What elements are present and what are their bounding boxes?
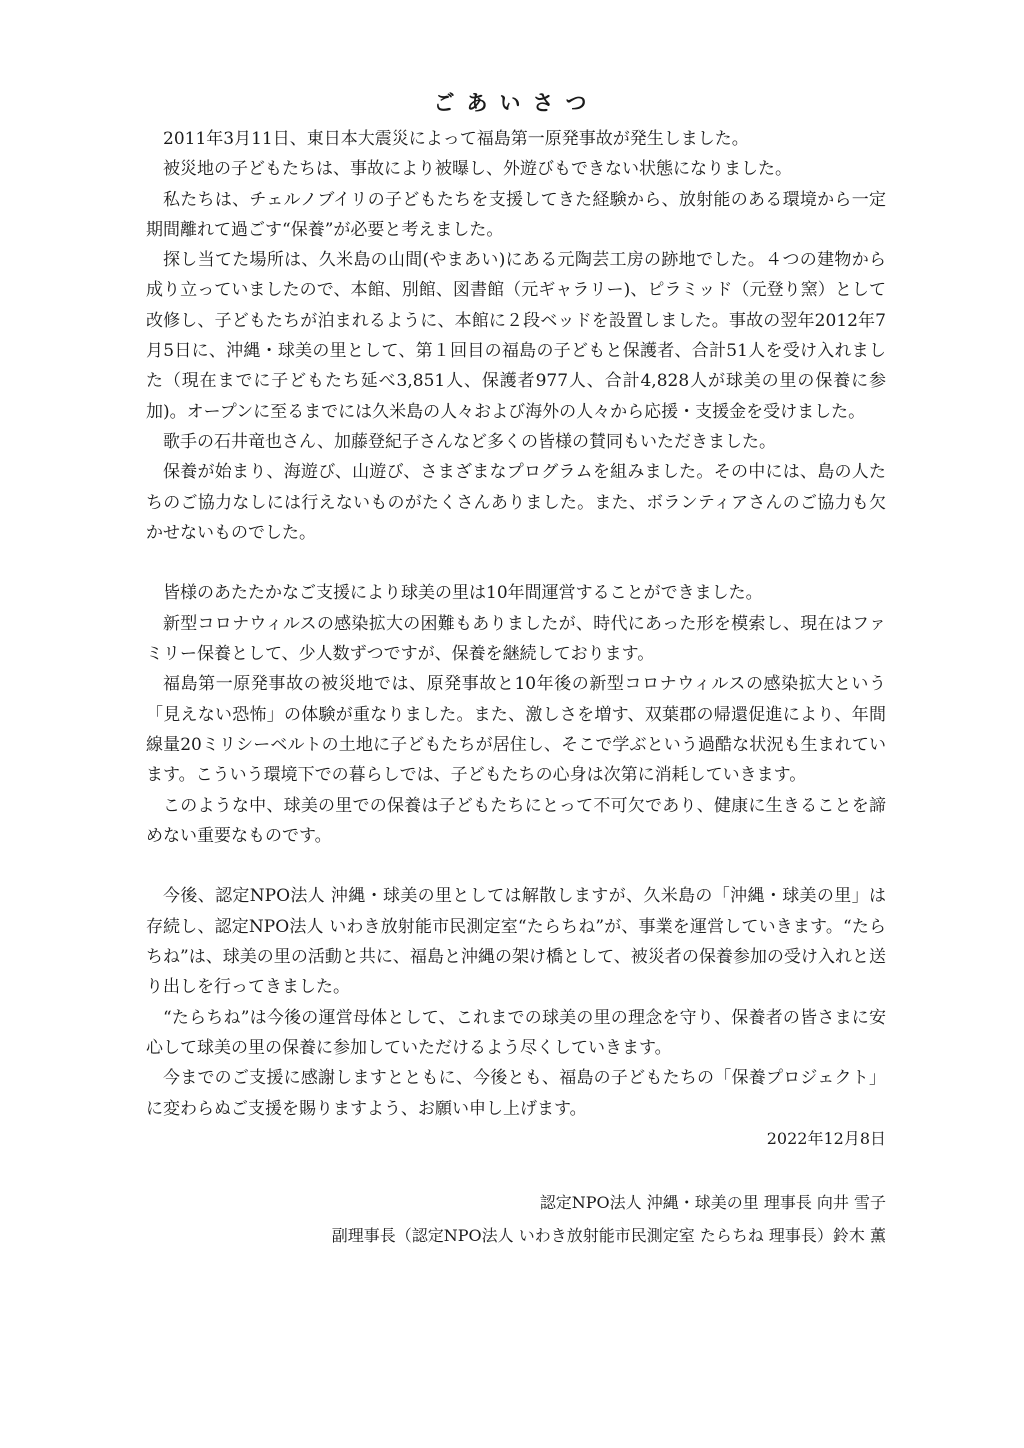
signature-spacer (146, 1154, 886, 1186)
paragraph: 福島第一原発事故の被災地では、原発事故と10年後の新型コロナウィルスの感染拡大という「見えない恐怖」の体験が重なりました。また、激しさを増す、双葉郡の帰還促進により、年間線量20ミリシーベルトの土地に子どもたちが居住し、そこで学ぶという過酷な状況も生まれています。こういう環境下での暮らしでは、子どもたちの心身は次第に消耗していきます。 (146, 674, 886, 786)
section-2 (146, 578, 886, 851)
signature-vice-chairperson: 副理事長（認定NPO法人 いわき放射能市民測定室 たらちね 理事長）鈴木 薫 (331, 1225, 886, 1245)
paragraph: 歌手の石井竜也さん、加藤登紀子さんなど多くの皆様の賛同もいただきました。 (163, 431, 777, 452)
letter-page (146, 88, 886, 1252)
paragraph: このような中、球美の里での保養は子どもたちにとって不可欠であり、健康に生きることを諦めない重要なものです。 (146, 795, 886, 846)
paragraph: 探し当てた場所は、久米島の山間(やまあい)にある元陶芸工房の跡地でした。４つの建物から成り立っていましたので、本館、別館、図書館（元ギャラリー)、ピラミッド（元登り窯）として改修し、子どもたちが泊まれるように、本館に２段ベッドを設置しました。事故の翌年2012年7月5日に、沖縄・球美の里として、第１回目の福島の子どもと保護者、合計51人を受け入れました（現在までに子どもたち延べ3,851人、保護者977人、合計4,828人が球美の里の保養に参加)。オープンに至るまでには久米島の人々および海外の人々から応援・支援金を受けました。 (146, 250, 886, 422)
paragraph-spacer (146, 851, 886, 881)
paragraph: “たらちね”は今後の運営母体として、これまでの球美の里の理念を守り、保養者の皆さまに安心して球美の里の保養に参加していただけるよう尽くしていきます。 (146, 1007, 886, 1058)
paragraph: 今後、認定NPO法人 沖縄・球美の里としては解散しますが、久米島の「沖縄・球美の里」は存続し、認定NPO法人 いわき放射能市民測定室“たらちね”が、事業を運営していきます。“たらちね”は、球美の里の活動と共に、福島と沖縄の架け橋として、被災者の保養参加の受け入れと送り出しを行ってきました。 (146, 886, 886, 998)
paragraph-spacer (146, 548, 886, 578)
section-1 (146, 124, 886, 548)
paragraph: 保養が始まり、海遊び、山遊び、さまざまなプログラムを組みました。その中には、島の人たちのご協力なしには行えないものがたくさんありました。また、ボランティアさんのご協力も欠かせないものでした。 (146, 462, 886, 543)
paragraph: 私たちは、チェルノブイリの子どもたちを支援してきた経験から、放射能のある環境から一定期間離れて過ごす“保養”が必要と考えました。 (146, 189, 886, 240)
paragraph: 新型コロナウィルスの感染拡大の困難もありましたが、時代にあった形を模索し、現在はファミリー保養として、少人数ずつですが、保養を継続しております。 (146, 613, 886, 665)
signature-chairperson: 認定NPO法人 沖縄・球美の里 理事長 向井 雪子 (539, 1192, 886, 1212)
letter-date: 2022年12月8日 (766, 1128, 886, 1148)
page-title: ごあいさつ (433, 90, 599, 115)
paragraph: 皆様のあたたかなご支援により球美の里は10年間運営することができました。 (163, 583, 763, 604)
paragraph: 被災地の子どもたちは、事故により被曝し、外遊びもできない状態になりました。 (163, 159, 792, 180)
section-3 (146, 881, 886, 1123)
paragraph: 2011年3月11日、東日本大震災によって福島第一原発事故が発生しました。 (163, 129, 749, 149)
paragraph: 今までのご支援に感謝しますとともに、今後とも、福島の子どもたちの「保養プロジェクト」に変わらぬご支援を賜りますよう、お願い申し上げます。 (146, 1068, 886, 1119)
